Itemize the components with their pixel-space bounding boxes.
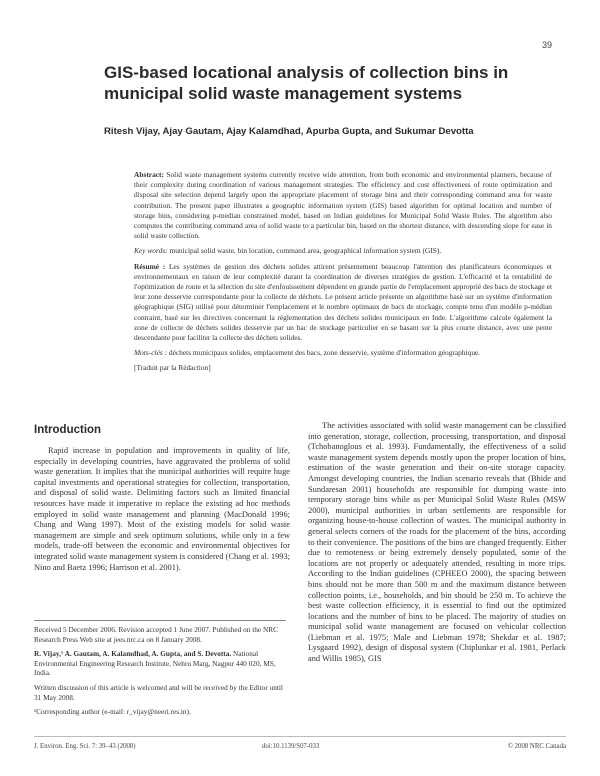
resume-paragraph [134,262,552,344]
notes-divider [34,620,286,621]
affiliation-names: R. Vijay,¹ A. Gautam, A. Kalamdhad, A. Gupta, and S. Devotta. [34,649,232,659]
right-column [308,421,566,665]
affiliation-note [34,649,286,678]
keywords-label: Key words: [134,246,168,256]
copyright-notice: © 2008 NRC Canada [507,743,566,750]
resume-text: Les systèmes de gestion des déchets solides attirent présentement beaucoup l'attention des planificateurs économiques et environnementaux en raison de leur complexité durant la coordination de diverses stratégies de gestion. L'efficacité et la rentabilité de l'optimization de route et la sélection du site d'enfouissement dépendent en grande partie de l'emplacement approprié des bacs de stockage et leur zone desservie correspondante pour la collecte de déchets. Le présent article présente un algorithme basé sur un système d'information géographique (SIG) utilisé pour déterminer l'emplacement et le nombre optimaux de bacs de stockage, compte tenu d'un modèle p-médian contraint, basé sur les directives concernant la réglementation des déchets solides municipaux en Inde. L'algorithme calcule également la zone de collecte de déchets solides desservie par un bac de stockage particulier en se basant sur la plus courte distance, avec une pente descendante pour faciliter la collecte des déchets solides. [134,261,552,343]
resume-label: Résumé : [134,261,166,271]
corresponding-author-note: ¹Corresponding author (e-mail: r_vijay@neeri.res.in). [34,707,191,717]
footer-divider [34,736,566,737]
left-column [34,446,290,573]
keywords-paragraph [134,246,552,256]
article-notes [34,620,286,722]
doi-link[interactable]: doi:10.1139/S07-033 [262,743,320,750]
keywords-text: municipal solid waste, bin location, command area, geographical information system (GIS). [169,246,442,256]
motscles-paragraph [134,348,552,358]
intro-paragraph-left: Rapid increase in population and improvements in quality of life, especially in developing countries, have aggravated the problems of solid waste generation. It implies that the municipal authorities will require huge capital investments and operational strategies for collection, transportation, and disposal of solid waste. Delimiting factors such as limited financial resources have made it imperative to replace the existing ad hoc methods employed in solid waste management and planning (MacDonald 1996; Chang and Wang 1997). Most of the existing models for solid waste management are simple and seek optimum solutions, while only in a few models, trade-off between the economic and environmental objectives for integrated solid waste management system is considered (Chang et al. 1993; Nino and Baetz 1996; Harrison et al. 2001). [34,446,290,572]
abstract-text: Solid waste management systems currently receive wide attention, from both economic and environmental planners, because of their complexity during coordination of various management strategies. The efficiency and cost effectiveness of route optimization and disposal site selection depend largely upon the appropriate placement of storage bins and their corresponding command area for waste contribution. The present paper illustrates a geographic information system (GIS) based algorithm for optimal location and number of storage bins, considering p-median constrained model, based on Indian guidelines for Municipal Solid Waste Rules. The algorithm also computes the contributing command area of solid waste to a particular bin, based on the shortest distance, with descending slope for ease in solid waste collection. [134,170,552,241]
section-heading-introduction: Introduction [34,424,102,436]
received-note: Received 5 December 2006. Revision accepted 1 June 2007. Published on the NRC Research Press Web site at jees.nrc.ca on 8 January 2008. [34,625,278,644]
abstract-label: Abstract: [134,170,164,179]
discussion-note: Written discussion of this article is welcomed and will be received by the Editor until 31 May 2008. [34,682,283,702]
translation-note: [Traduit par la Rédaction] [134,363,211,373]
article-title: GIS-based locational analysis of collection bins in municipal solid waste management systems [104,63,509,103]
motscles-text: déchets municipaux solides, emplacement des bacs, zone desservie, système d'information géographique. [168,348,481,358]
motscles-label: Mots-clés : [134,348,168,358]
affiliation-address: National Environmental Engineering Research Institute, Nehru Marg, Nagpur 440 020, MS, India. [34,649,276,678]
author-list: Ritesh Vijay, Ajay Gautam, Ajay Kalamdhad, Apurba Gupta, and Sukumar Devotta [104,126,474,137]
journal-citation: J. Environ. Eng. Sci. 7: 39–43 (2008) [34,743,136,750]
abstract-block [134,170,552,379]
page-number: 39 [541,40,552,50]
abstract-paragraph [134,170,552,241]
intro-paragraph-right: The activities associated with solid waste management can be classified into generation, storage, collection, processing, transportation, and disposal (Tchobanoglous et al. 1993). Fundamentally, the effectiveness of a solid waste management system depends mostly upon the proper location of bins, estimation of the waste generation and their on-site storage capacity. Amongst developing countries, the Indian scenario reveals that (Bhide and Sundaresan 2001) households are responsible for dumping waste into temporary storage bins while as per Municipal Solid Waste Rules (MSW 2000), municipal authorities in urban settlements are responsible for organizing house-to-house collection of wastes. The municipal authority in general selects corners of the roads for the placement of the bins, according to their convenience. The positions of the bins are changed frequently. Either due to remoteness or being extremely densely populated, some of the locations are not properly or adequately attended, resulting in more trips. According to the Indian guidelines (CPHEEO 2000), the spacing between bins should not be more than 500 m and the maximum distance between collection points, i.e., households, and bin should be 250 m. To achieve the best waste collection efficiency, it is essential to find out the optimized locations and the number of bins to be placed. The majority of studies on municipal solid waste management are focused on vehicular collection (Liebman et al. 1975; Male and Liebman 1978; Shekdar et al. 1987; Lysgaard 1992), design of disposal system (Chiplunkar et al. 1981, Perlack and Willis 1985), GIS [308,421,566,664]
